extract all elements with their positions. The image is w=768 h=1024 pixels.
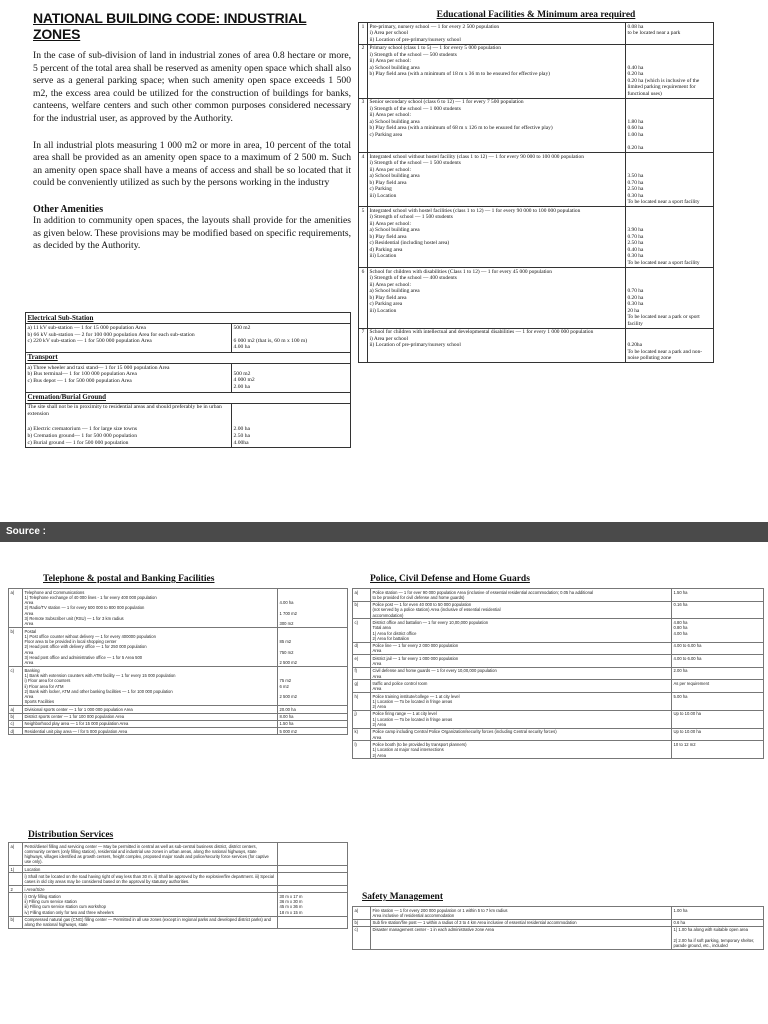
row-description: traffic and police control room Area: [371, 680, 672, 693]
police-row: [353, 589, 764, 602]
value-11kv: 500 m2: [233, 324, 251, 331]
row-value: 20.00 ha: [278, 706, 348, 713]
telephone-row: [9, 706, 348, 713]
row-value: 1.80 ha 0.60 ha 1.00 ha 0.20 ha: [626, 98, 714, 152]
police-section: [352, 588, 764, 759]
educational-title: Educational Facilities & Minimum area required: [436, 10, 636, 20]
paragraph-industrial-plots: In all industrial plots measuring 1 000 m2 or more in area, 10 percent of the total area shall be provided as an amenity open space to a maximum of 2 500 m. Such an amenity open space shall have a means of access and shall be so located that it could be conveniently utilized as such by the persons working in the industry: [33, 139, 351, 189]
telephone-table: [8, 588, 348, 735]
row-key: d): [353, 642, 371, 655]
row-value: 0.08 ha to be located near a park: [626, 23, 714, 45]
value-bus-terminal: 4 000 m2: [233, 377, 255, 384]
row-value: Up to 10.00 ha: [672, 710, 764, 728]
row-description: Pre-primary, nursery school — 1 for every 2 500 population i) Area per school ii) Location of pre-primary/nursery school: [368, 23, 626, 45]
row-value: 75 m2 6 m2 2 500 m2: [278, 667, 348, 706]
row-description: Telephone and Communications 1) Telephone exchange of 40 000 lines - 1 for every 400 000 population Area 2) Radio/TV station — 1 for every 500 000 to 800 000 population Area 3) Remote Subscriber unit (RSU) — 1 for 3 km radius Area: [23, 589, 278, 628]
safety-table: [352, 906, 764, 950]
row-key: [9, 873, 23, 886]
police-table: [352, 588, 764, 759]
telephone-row: [9, 728, 348, 735]
row-key: c): [353, 619, 371, 642]
row-key: 5: [359, 207, 368, 268]
telephone-row: [9, 667, 348, 706]
row-key: h): [353, 693, 371, 711]
safety-row: [353, 919, 764, 926]
distribution-row: [9, 893, 348, 916]
row-key: a): [9, 706, 23, 713]
page-title: NATIONAL BUILDING CODE: INDUSTRIAL ZONES: [33, 10, 307, 42]
distribution-table: [8, 842, 348, 929]
row-value: 1) 1.00 ha along with suitable open area 2) 2.00 ha if soft parking, temporary shelter, parade ground, etc., included: [672, 926, 764, 949]
row-description: Integrated school with hostel facilities (class 1 to 12) — 1 for every 90 000 to 100 000 population i) Strength of school — 1 500 students ii) Area per school: a) School building area b) Play field area c) Residential (including hostel area) d) Parking area iii) Location: [368, 207, 626, 268]
value-bus-depot: 2.00 ha: [233, 384, 250, 391]
telephone-section: [8, 588, 348, 735]
row-key: e): [353, 655, 371, 668]
row-key: a): [9, 843, 23, 866]
row-key: b): [353, 919, 371, 926]
value-220kv: 4.00 ha: [233, 344, 250, 351]
distribution-row: [9, 916, 348, 929]
distribution-title: Distribution Services: [28, 830, 114, 840]
transport-heading: Transport: [26, 352, 351, 363]
transport-values: [232, 363, 351, 392]
row-key: 2: [9, 886, 23, 893]
row-key: l): [353, 741, 371, 759]
row-value: 3.90 ha 0.70 ha 2.50 ha 0.40 ha 0.30 ha To be located near a sport facility: [626, 207, 714, 268]
police-row: [353, 619, 764, 642]
police-row: [353, 642, 764, 655]
row-220kv: c) 220 kV sub-station — 1 for 500 000 population Area: [27, 338, 152, 345]
row-description: Primary school (class 1 to 5) — 1 for every 5 000 population i) Strength of the school — 500 students ii) Area per school: a) School building area b) Play field area (with a minimum of 18 m x 36 m to be ensured for effective play): [368, 44, 626, 98]
police-row: [353, 667, 764, 680]
row-description: District office and battalion — 1 for every 10,00,000 population Total area 1) Area for district office 2) Area for battalion: [371, 619, 672, 642]
row-description: School for children with disabilities (Class 1 to 12) — 1 for every 45 000 population i) Strength of the school — 400 students ii) Area per school: a) School building area b) Play field area c) Parking area iii) Location: [368, 267, 626, 328]
distribution-row: [9, 866, 348, 873]
electrical-substation-heading: Electrical Sub-Station: [26, 313, 351, 324]
row-description: Police line — 1 for every 2 000 000 population Area: [371, 642, 672, 655]
row-value: 10 to 12 m2: [672, 741, 764, 759]
source-label: Source :: [6, 526, 47, 537]
row-description: Civil defense and home guards — 1 for every 10,00,000 population Area: [371, 667, 672, 680]
row-value: Up to 10.00 ha: [672, 728, 764, 741]
safety-row: [353, 926, 764, 949]
row-key: b): [9, 916, 23, 929]
cremation-values: [232, 403, 351, 448]
row-value: 30 m x 17 m 36 m x 30 m 45 m x 36 m 18 m x 15 m: [278, 893, 348, 916]
row-description: Police post — 1 for even 40 000 to 50 000 population (not served by a police station) Area (inclusive of essential residential accommodation): [371, 601, 672, 619]
police-row: [353, 728, 764, 741]
row-description: Postal 1) Post office counter without delivery — 1 for every 400000 population Floor area to be provided in local shopping center 2) Head post office with delivery office — 1 for 250 000 population Area 3) Head post office and administrative office — 1 for 5 Area 500 Area: [23, 628, 278, 667]
education-row: [359, 267, 714, 328]
row-value: 4.00 to 6.00 ha: [672, 655, 764, 668]
row-value: 85 m2 750 m2 2 500 m2: [278, 628, 348, 667]
row-value: 4.00 ha 1 700 m2 300 m2: [278, 589, 348, 628]
paragraph-other-amenities: In addition to community open spaces, the layouts shall provide for the amenities as given below. These provisions may be modified based on specific requirements, as decided by the Authority.: [33, 214, 351, 252]
distribution-row: [9, 886, 348, 893]
row-description: District sports center — 1 for 100 000 population Area: [23, 713, 278, 720]
cremation-note: The site shall not be in proximity to residential areas and should preferably be in urban extension: [27, 404, 222, 418]
row-66kv: b) 66 kV sub-station — 2 for 100 000 population Area for each sub-station: [27, 331, 195, 338]
row-key: c): [9, 720, 23, 727]
education-row: [359, 328, 714, 363]
educational-facilities: [358, 10, 714, 363]
police-title: Police, Civil Defense and Home Guards: [370, 574, 530, 584]
police-row: [353, 680, 764, 693]
row-key: b): [353, 601, 371, 619]
value-electric-crematorium: 2.00 ha: [233, 426, 250, 433]
row-key: 6: [359, 267, 368, 328]
row-description: i) Only filling station ii) Filling cum service station iii) Filling cum service station cum workshop iv) Filling station only for two and three wheelers: [23, 893, 278, 916]
educational-table: [358, 22, 714, 363]
row-description: Compressed natural gas (CNG) filling center — Permitted in all use zones (except in regional parks and developed district parks) and along the national highways, state: [23, 916, 278, 929]
row-description: Disaster management center - 1 in each administrative zone Area: [371, 926, 672, 949]
row-description: i Area/Size: [23, 886, 278, 893]
row-value: 1.50 ha: [278, 720, 348, 727]
education-row: [359, 44, 714, 98]
value-66kv: 6 000 m2 (that is, 60 m x 100 m): [233, 337, 308, 344]
row-value: 3.50 ha 0.70 ha 2.50 ha 0.30 ha To be located near a sport facility: [626, 153, 714, 207]
row-value: 1.50 ha: [672, 589, 764, 602]
row-key: g): [353, 680, 371, 693]
row-description: Banking 1) Bank with extension counters with ATM facility — 1 for every 15 000 population i) Floor area for counters ii) Floor area for ATM 2) Bank with locker, ATM and other banking facilities — 1 for 100 000 population Area Sports Facilities: [23, 667, 278, 706]
row-key: 4: [359, 153, 368, 207]
row-key: 3: [359, 98, 368, 152]
row-value: 0.70 ha 0.20 ha 0.30 ha 20 ha To be located near a park or sport facility: [626, 267, 714, 328]
row-key: 1: [359, 23, 368, 45]
value-cremation-ground: 2.50 ha: [233, 433, 250, 440]
row-key: b): [9, 713, 23, 720]
row-value: [278, 886, 348, 893]
row-key: a): [353, 907, 371, 920]
row-value: 5 000 m2: [278, 728, 348, 735]
safety-title: Safety Management: [362, 892, 443, 902]
education-row: [359, 98, 714, 152]
row-value: [278, 873, 348, 886]
row-value: 8.00 ha: [278, 713, 348, 720]
row-description: Residential unit play area — / for 5 000 population Area: [23, 728, 278, 735]
row-key: 2: [359, 44, 368, 98]
row-key: k): [353, 728, 371, 741]
row-description: Integrated school without hostel facility (class 1 to 12) — 1 for every 90 000 to 100 000 population i) Strength of the school — 1 500 students ii) Area per school: a) School building area b) Play field area c) Parking iii) Location: [368, 153, 626, 207]
row-description: Neighborhood play area — 1 for 15 000 population Area: [23, 720, 278, 727]
row-value: 2.00 ha: [672, 667, 764, 680]
distribution-section: [8, 842, 348, 929]
row-cremation-ground: b) Cremation ground— 1 for 500 000 population: [27, 432, 138, 439]
industrial-zones-text: [33, 10, 351, 267]
amenities-table: [25, 312, 351, 448]
row-key: a): [353, 589, 371, 602]
safety-section: [352, 906, 764, 950]
row-description: i) Shall not be located on the road having right of way less than 30 m. ii) Shall be approved by the explosive/fire department. iii) Special cases in old city areas may be considered based on the approval by statutory authorities.: [23, 873, 278, 886]
paragraph-subdivision: In the case of sub-division of land in industrial zones of area 0.8 hectare or more, 5 percent of the total area shall be reserved as amenity open space which shall also serve as a general parking space; when such amenity open space exceeds 1 500 m2, the excess area could be utilized for the construction of buildings for banks, canteens, welfare centers and such other common purposes considered necessary for the industrial user, as approved by the Authority.: [33, 50, 351, 124]
row-key: 7: [359, 328, 368, 363]
row-value: 0.16 ha: [672, 601, 764, 619]
safety-row: [353, 907, 764, 920]
education-row: [359, 207, 714, 268]
row-value: 0.6 ha: [672, 919, 764, 926]
row-value: [278, 916, 348, 929]
education-row: [359, 23, 714, 45]
telephone-row: [9, 720, 348, 727]
police-row: [353, 655, 764, 668]
row-description: Senior secondary school (class 6 to 12) — 1 for every 7 500 population i) Strength of the school — 1 000 students ii) Area per school: a) School building area b) Play field area (with a minimum of 68 m x 126 m to be ensured for effective play) c) Parking area: [368, 98, 626, 152]
electrical-rows: [26, 324, 232, 353]
row-value: 5.00 ha: [672, 693, 764, 711]
telephone-title: Telephone & postal and Banking Facilities: [43, 574, 215, 584]
cremation-rows: [26, 403, 232, 448]
row-key: 1): [9, 866, 23, 873]
source-bar: [0, 522, 768, 542]
row-key: a): [9, 589, 23, 628]
row-description: Fire station — 1 for every 200 000 population or 1 within 5 to 7 km radius Area inclusive of residential accommodation: [371, 907, 672, 920]
police-row: [353, 741, 764, 759]
row-value: 4.00 to 6.00 ha: [672, 642, 764, 655]
row-electric-crematorium: a) Electric crematorium — 1 for large size towns: [27, 425, 138, 432]
cremation-heading: Cremation/Burial Ground: [26, 392, 351, 403]
row-key: j): [353, 710, 371, 728]
row-description: Police firing range — 1 at city level 1) Location — To be located in fringe areas 2) Area: [371, 710, 672, 728]
distribution-row: [9, 843, 348, 866]
row-description: District jail — 1 for every 1 000 000 population Area: [371, 655, 672, 668]
education-row: [359, 153, 714, 207]
row-value: 0.20ha To be located near a park and non-noise polluting zone: [626, 328, 714, 363]
row-description: Police camp including Central Police Organization/security forces (including Central security forces) Area: [371, 728, 672, 741]
row-value: [278, 866, 348, 873]
row-value: As per requirement: [672, 680, 764, 693]
row-description: Petrol/diesel filling and servicing center — May be permitted in central as well as sub-central business district, district centers, community centers (only filling station), residential and industrial use zones in urban areas, along the national highways, state highways, villages identified as growth centers, freight complex, proposed major roads and police/security force services (for captive use only).: [23, 843, 278, 866]
row-key: [9, 893, 23, 916]
row-value: 4.80 ha 0.80 ha 4.00 ha: [672, 619, 764, 642]
row-bus-depot: c) Bus depot — 1 for 500 000 population Area: [27, 378, 132, 385]
row-description: Police station — 1 for ever 90 000 population Area (inclusive of essential residential accommodation; 0.05 ha additional to be provided for civil defense and home guards): [371, 589, 672, 602]
row-taxi-stand: a) Three wheeler and taxi stand— 1 for 15 000 population Area: [27, 364, 170, 371]
electrical-values: [232, 324, 351, 353]
row-burial-ground: c) Burial ground — 1 for 500 000 population: [27, 439, 129, 446]
row-bus-terminal: b) Bus terminal— 1 for 100 000 population Area: [27, 371, 137, 378]
row-description: Divisional sports center — 1 for 1 000 000 population Area: [23, 706, 278, 713]
transport-rows: [26, 363, 232, 392]
row-description: School for children with intellectual and developmental disabilities — 1 for every 1 000 000 population i) Area per school ii) Location of pre-primary/nursery school: [368, 328, 626, 363]
row-value: 0.40 ha 0.20 ha 0.20 ha (which is inclusive of the limited parking requirement for functional uses): [626, 44, 714, 98]
value-taxi-stand: 500 m2: [233, 370, 251, 377]
police-row: [353, 601, 764, 619]
row-value: [278, 843, 348, 866]
row-key: c): [353, 926, 371, 949]
telephone-row: [9, 713, 348, 720]
row-11kv: a) 11 kV sub-station — 1 for 15 000 population Area: [27, 324, 146, 331]
row-description: Location: [23, 866, 278, 873]
row-description: Police training institute/college — 1 at city level 1) Location — To be located in fringe areas 2) Area: [371, 693, 672, 711]
distribution-row: [9, 873, 348, 886]
row-key: f): [353, 667, 371, 680]
telephone-row: [9, 589, 348, 628]
row-key: c): [9, 667, 23, 706]
other-amenities-heading: Other Amenities: [33, 203, 104, 215]
row-description: Sub fire station/fire post — 1 within a radius of 3 to 4 km Area inclusive of essential residential accommodation: [371, 919, 672, 926]
row-key: d): [9, 728, 23, 735]
row-description: Police booth (to be provided by transport planners) 1) Location at major road intersections 2) Area: [371, 741, 672, 759]
row-value: 1.00 ha: [672, 907, 764, 920]
police-row: [353, 710, 764, 728]
value-burial-ground: 4.00ha: [233, 439, 249, 446]
row-key: b): [9, 628, 23, 667]
telephone-row: [9, 628, 348, 667]
police-row: [353, 693, 764, 711]
